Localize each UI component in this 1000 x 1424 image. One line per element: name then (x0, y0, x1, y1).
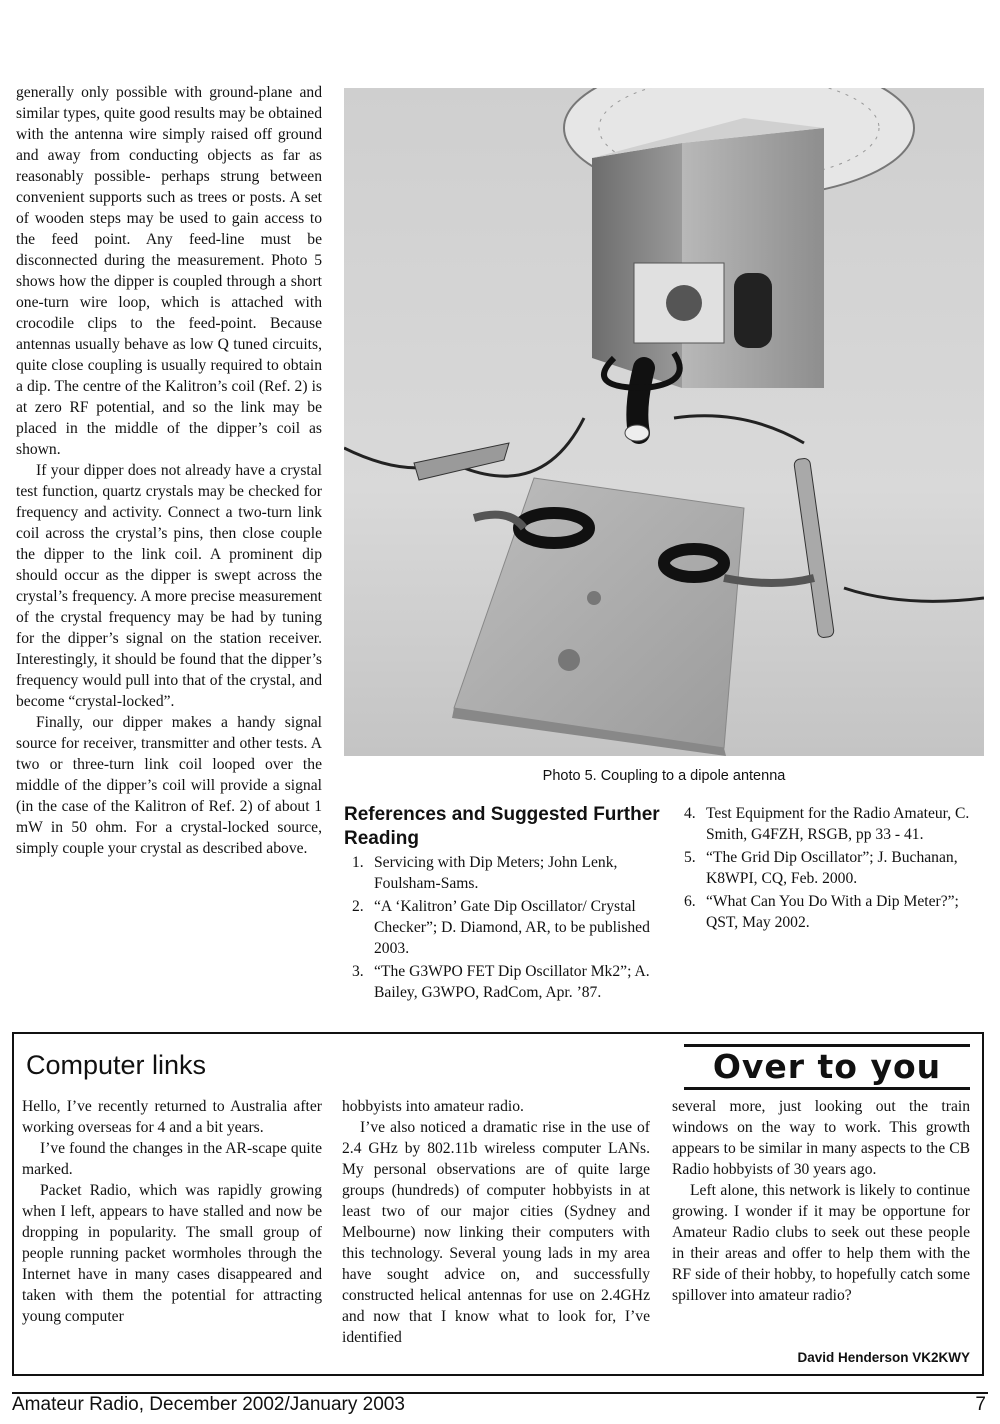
reference-item: 2. “A ‘Kalitron’ Gate Dip Oscillator/ Crystal Checker”; D. Diamond, AR, to be published 2003. (352, 898, 650, 957)
letter-paragraph: hobbyists into amateur radio. (342, 1098, 524, 1115)
letter-title: Computer links (26, 1050, 207, 1080)
letter-paragraph: I’ve found the changes in the AR-scape quite marked. (22, 1140, 322, 1178)
references-heading: References and Suggested Further Reading (344, 804, 660, 849)
page-number: 7 (975, 1394, 986, 1415)
letter-paragraph: Left alone, this network is likely to continue growing. I wonder if it may be opportune for Amateur Radio clubs to seek out these people in their areas and offer to help them with the RF side of their hobby, to hopefully catch some spillover into amateur radio? (672, 1182, 970, 1304)
references-list-right (676, 803, 984, 935)
photo-caption: Photo 5. Coupling to a dipole antenna (542, 768, 786, 784)
reference-item: 3. “The G3WPO FET Dip Oscillator Mk2”; A. Bailey, G3WPO, RadCom, Apr. ’87. (352, 963, 650, 1001)
letter-signature: David Henderson VK2KWY (797, 1350, 970, 1365)
photo-dipper-coupling (344, 88, 984, 756)
reference-item: 6. “What Can You Do With a Dip Meter?”; QST, May 2002. (684, 893, 959, 931)
letter-column-3 (672, 1096, 970, 1306)
reference-item: 4. Test Equipment for the Radio Amateur, C. Smith, G4FZH, RSGB, pp 33 - 41. (684, 805, 970, 843)
reference-item: 1. Servicing with Dip Meters; John Lenk, Foulsham-Sams. (352, 854, 618, 892)
letter-column-1 (22, 1096, 322, 1327)
references-list-left (344, 852, 654, 1005)
article-paragraph: If your dipper does not already have a crystal test function, quartz crystals may be checked for frequency and activity. Connect a two-turn link coil across the crystal’s pins, then close couple the dipper to the link coil. A prominent dip should occur as the dipper is swept across the crystal’s frequency. A more precise measurement of the crystal frequency may be had by tuning for the dipper’s signal on the station receiver. Interestingly, it should be found that the dipper’s frequency would pull into that of the crystal, and become “crystal-locked”. (16, 462, 322, 710)
letter-paragraph: I’ve also noticed a dramatic rise in the use of 2.4 GHz by 802.11b wireless computer LANs. My personal observations are of quite large groups (hundreds) of computer hobbyists in at least two of our major cities (Sydney and Melbourne) now linking their computers with this technology. Several young lads in my area have sought advice on, and successfully constructed helical antennas for use on 2.4GHz and now that I know what to look for, I’ve identified (342, 1119, 650, 1346)
article-paragraph: generally only possible with ground-plane and similar types, quite good results may be obtained with the antenna wire simply raised off ground and away from conducting objects as far as reasonably possible- perhaps strung between convenient supports such as trees or posts. A set of wooden steps may be used to gain access to the feed point. Any feed-line must be disconnected during the measurement. Photo 5 shows how the dipper is coupled through a short one-turn wire loop, which is attached with crocodile clips to the feed-point. Because antennas usually behave as low Q tuned circuits, quite close coupling is usually required to obtain a dip. The centre of the Kalitron’s coil (Ref. 2) is at zero RF potential, and so the link may be placed in the middle of the dipper’s coil as shown. (16, 84, 322, 458)
article-left-column (16, 82, 322, 859)
letter-paragraph: Packet Radio, which was rapidly growing when I left, appears to have stalled and now be dropping in popularity. The small group of people running packet wormholes through the Internet have in many cases disappeared and taken with them the potential for attracting young computer (22, 1182, 322, 1325)
reference-item: 5. “The Grid Dip Oscillator”; J. Buchanan, K8WPI, CQ, Feb. 2000. (684, 849, 958, 887)
letter-paragraph: Hello, I’ve recently returned to Australia after working overseas for 4 and a bit years. (22, 1098, 322, 1136)
footer-publication: Amateur Radio, December 2002/January 2003 (12, 1394, 405, 1415)
article-paragraph: Finally, our dipper makes a handy signal source for receiver, transmitter and other tests. A two or three-turn link coil looped over the middle of the dipper’s coil will provide a signal (in the case of the Kalitron of Ref. 2) of about 1 mW in 50 ohm. For a crystal-locked source, simply couple your crystal as described above. (16, 714, 322, 857)
letter-paragraph: several more, just looking out the train windows on the way to work. This growth appears to be similar in many aspects to the CB Radio hobbyists of 30 years ago. (672, 1098, 970, 1178)
letter-column-2 (342, 1096, 650, 1348)
section-banner: Over to you (684, 1044, 970, 1090)
